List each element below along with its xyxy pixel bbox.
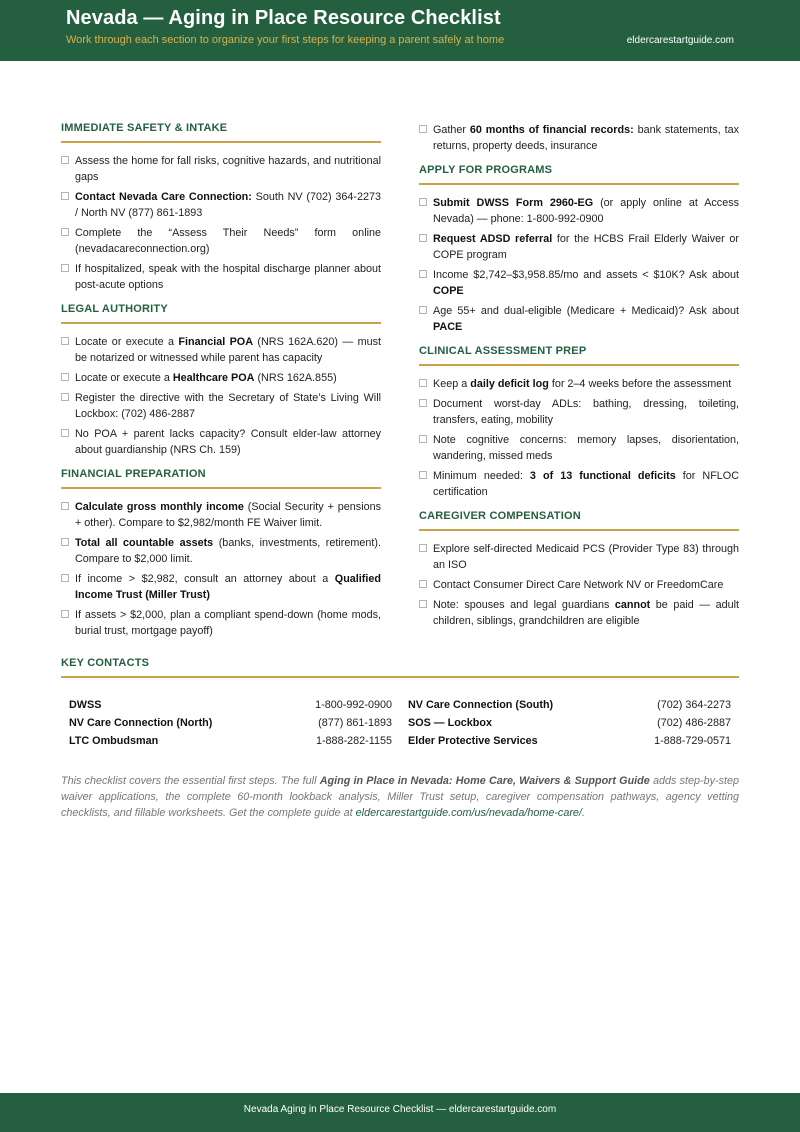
item-text: Keep a xyxy=(433,378,471,390)
checklist xyxy=(61,499,381,639)
checkbox[interactable] xyxy=(419,270,427,278)
key-contacts xyxy=(61,657,739,750)
item-text: If hospitalized, speak with the hospital discharge planner about post-acute options xyxy=(75,263,381,291)
section xyxy=(61,468,381,639)
item-text: Assess the home for fall risks, cognitive hazards, and nutritional gaps xyxy=(75,155,381,183)
checklist-item[interactable] xyxy=(61,607,381,639)
item-emphasis: Submit DWSS Form 2960-EG xyxy=(433,197,594,209)
contact-name: Elder Protective Services xyxy=(408,735,538,747)
footer-text: Nevada Aging in Place Resource Checklist — eldercarestartguide.com xyxy=(243,1104,557,1115)
checklist-item[interactable] xyxy=(419,396,739,428)
item-text: South NV (702) 364-2273 / North NV (877) 861-1893 xyxy=(75,191,381,219)
checklist-item[interactable] xyxy=(419,597,739,629)
item-emphasis: 60 months of financial records: xyxy=(469,124,634,136)
page-title: Nevada — Aging in Place Resource Checklist xyxy=(66,7,501,29)
contact-row xyxy=(69,696,392,714)
checkbox[interactable] xyxy=(419,600,427,608)
checkbox[interactable] xyxy=(61,574,69,582)
checkbox[interactable] xyxy=(419,198,427,206)
checkbox[interactable] xyxy=(419,544,427,552)
contact-grid xyxy=(61,696,739,750)
item-text: (NRS 162A.855) xyxy=(254,372,337,384)
guide-link[interactable]: eldercarestartguide.com/us/nevada/home-care/ xyxy=(355,807,582,819)
item-text: (NRS 162A.620) — must be notarized or witnessed while parent has capacity xyxy=(75,336,381,364)
item-emphasis: COPE xyxy=(433,285,464,297)
item-emphasis: Contact Nevada Care Connection: xyxy=(75,191,252,203)
checkbox[interactable] xyxy=(419,125,427,133)
item-text: Note cognitive concerns: memory lapses, disorientation, wandering, missed meds xyxy=(433,434,739,462)
section xyxy=(61,303,381,458)
contact-phone[interactable]: 1-800-992-0900 xyxy=(315,699,392,711)
item-text: for the HCBS Frail Elderly Waiver or COPE program xyxy=(433,233,739,261)
item-text: Minimum needed: xyxy=(433,470,530,482)
item-emphasis: Calculate gross monthly income xyxy=(75,501,244,513)
item-emphasis: PACE xyxy=(433,321,463,333)
checkbox[interactable] xyxy=(419,471,427,479)
checklist-item[interactable] xyxy=(419,303,739,335)
contact-phone[interactable]: 1-888-282-1155 xyxy=(315,735,392,747)
checklist-item[interactable] xyxy=(61,189,381,221)
checkbox[interactable] xyxy=(61,610,69,618)
checklist-item[interactable] xyxy=(419,432,739,464)
checklist xyxy=(419,541,739,629)
header-site-link[interactable]: eldercarestartguide.com xyxy=(626,35,734,46)
checkbox[interactable] xyxy=(61,373,69,381)
checkbox[interactable] xyxy=(419,306,427,314)
guide-note xyxy=(61,773,739,821)
checkbox[interactable] xyxy=(419,379,427,387)
item-text: Document worst-day ADLs: bathing, dressing, toileting, transfers, eating, mobility xyxy=(433,398,739,426)
checklist-item[interactable] xyxy=(61,225,381,257)
checklist xyxy=(419,122,739,154)
note-text: This checklist covers the essential first steps. The full xyxy=(61,775,320,787)
checkbox[interactable] xyxy=(419,580,427,588)
section xyxy=(61,122,381,293)
item-text: (or apply online at Access Nevada) — phone: 1-800-992-0900 xyxy=(433,197,740,225)
checklist-item[interactable] xyxy=(419,231,739,263)
item-text: No POA + parent lacks capacity? Consult elder-law attorney about guardianship (NRS Ch. 159) xyxy=(75,428,381,456)
item-text: for 2–4 weeks before the assessment xyxy=(548,378,732,390)
section-title: CAREGIVER COMPENSATION xyxy=(419,510,739,531)
contact-row xyxy=(408,696,731,714)
checklist-item[interactable] xyxy=(61,334,381,366)
section-title: APPLY FOR PROGRAMS xyxy=(419,164,739,185)
section xyxy=(419,122,739,154)
checklist xyxy=(61,153,381,293)
checklist-item[interactable] xyxy=(61,370,381,386)
checklist-item[interactable] xyxy=(419,376,739,392)
item-text: for NFLOC certification xyxy=(433,470,739,498)
checklist-item[interactable] xyxy=(61,571,381,603)
item-emphasis: Total all countable assets xyxy=(75,537,214,549)
checklist xyxy=(419,195,739,335)
guide-title: Aging in Place in Nevada: Home Care, Waivers & Support Guide xyxy=(319,775,650,787)
section-title: LEGAL AUTHORITY xyxy=(61,303,381,324)
item-text: Note: spouses and legal guardians xyxy=(433,599,615,611)
contact-column-right xyxy=(408,696,731,750)
checklist xyxy=(61,334,381,458)
checklist-item[interactable] xyxy=(61,390,381,422)
item-emphasis: daily deficit log xyxy=(470,378,549,390)
item-text: bank statements, tax returns, property deeds, insurance xyxy=(433,124,740,152)
item-text: Contact Consumer Direct Care Network NV or FreedomCare xyxy=(433,579,724,591)
contact-name: LTC Ombudsman xyxy=(69,735,159,747)
contact-row xyxy=(69,714,392,732)
section-title: KEY CONTACTS xyxy=(61,657,739,678)
checkbox[interactable] xyxy=(61,264,69,272)
item-text: (Social Security + pensions + other). Compare to $2,982/month FE Waiver limit. xyxy=(75,501,381,529)
page-footer xyxy=(0,1093,800,1132)
checkbox[interactable] xyxy=(419,435,427,443)
item-text: Explore self-directed Medicaid PCS (Provider Type 83) through an ISO xyxy=(433,543,739,571)
contact-phone[interactable]: (877) 861-1893 xyxy=(318,717,392,729)
checkbox[interactable] xyxy=(419,234,427,242)
right-column xyxy=(419,122,739,639)
checklist-item[interactable] xyxy=(419,267,739,299)
contact-phone[interactable]: (702) 486-2887 xyxy=(657,717,731,729)
checklist-item[interactable] xyxy=(419,577,739,593)
item-text: Gather xyxy=(433,124,470,136)
contact-row xyxy=(408,714,731,732)
checklist-item[interactable] xyxy=(419,468,739,500)
contact-name: NV Care Connection (North) xyxy=(69,717,213,729)
note-text: . xyxy=(581,807,585,819)
checklist-item[interactable] xyxy=(61,261,381,293)
contact-column-left xyxy=(69,696,392,750)
checkbox[interactable] xyxy=(61,502,69,510)
section-title: IMMEDIATE SAFETY & INTAKE xyxy=(61,122,381,143)
item-emphasis: 3 of 13 functional deficits xyxy=(529,470,676,482)
checkbox[interactable] xyxy=(61,228,69,236)
item-text: Income $2,742–$3,958.85/mo and assets < $10K? Ask about xyxy=(433,269,739,281)
checklist-item[interactable] xyxy=(61,426,381,458)
left-column xyxy=(61,122,381,649)
section-title: CLINICAL ASSESSMENT PREP xyxy=(419,345,739,366)
checklist-item[interactable] xyxy=(61,153,381,185)
contact-row xyxy=(69,732,392,750)
item-emphasis: Healthcare POA xyxy=(172,372,255,384)
item-emphasis: Financial POA xyxy=(178,336,253,348)
section xyxy=(419,510,739,629)
item-text: If income > $2,982, consult an attorney about a xyxy=(75,573,335,585)
checkbox[interactable] xyxy=(61,192,69,200)
item-text: Locate or execute a xyxy=(75,372,173,384)
item-emphasis: Request ADSD referral xyxy=(433,233,553,245)
page-header xyxy=(0,0,800,61)
checkbox[interactable] xyxy=(61,393,69,401)
section xyxy=(419,345,739,500)
item-text: Age 55+ and dual-eligible (Medicare + Medicaid)? Ask about xyxy=(433,305,739,317)
section-title: FINANCIAL PREPARATION xyxy=(61,468,381,489)
checklist-item[interactable] xyxy=(61,499,381,531)
item-emphasis: cannot xyxy=(614,599,651,611)
contact-name: SOS — Lockbox xyxy=(408,717,492,729)
checkbox[interactable] xyxy=(61,538,69,546)
checkbox[interactable] xyxy=(61,156,69,164)
note-text: adds step-by-step waiver applications, the complete 60-month lookback analysis, Miller Trust setup, caregiver compensation pathways, agency vetting checklists, and fillable worksheets. Get the complete guide at xyxy=(61,775,740,819)
item-text: (banks, investments, retirement). Compare to $2,000 limit. xyxy=(75,537,381,565)
checklist xyxy=(419,376,739,500)
item-text: If assets > $2,000, plan a compliant spend-down (home mods, burial trust, mortgage payoff) xyxy=(75,609,381,637)
checkbox[interactable] xyxy=(61,337,69,345)
item-text: Locate or execute a xyxy=(75,336,179,348)
section xyxy=(419,164,739,335)
page-subtitle: Work through each section to organize your first steps for keeping a parent safely at home xyxy=(66,34,505,46)
item-text: Register the directive with the Secretary of State’s Living Will Lockbox: (702) 486-2887 xyxy=(75,392,381,420)
checklist-item[interactable] xyxy=(419,541,739,573)
checkbox[interactable] xyxy=(419,399,427,407)
item-emphasis: Qualified Income Trust (Miller Trust) xyxy=(75,573,381,601)
contact-row xyxy=(408,732,731,750)
checkbox[interactable] xyxy=(61,429,69,437)
contact-phone[interactable]: 1-888-729-0571 xyxy=(654,735,731,747)
contact-name: NV Care Connection (South) xyxy=(408,699,554,711)
checklist-item[interactable] xyxy=(419,122,739,154)
checklist-item[interactable] xyxy=(419,195,739,227)
contact-name: DWSS xyxy=(69,699,102,711)
contact-phone[interactable]: (702) 364-2273 xyxy=(657,699,731,711)
item-text: Complete the “Assess Their Needs” form online (nevadacareconnection.org) xyxy=(75,227,381,255)
item-text: be paid — adult children, siblings, grandchildren are eligible xyxy=(433,599,740,627)
checklist-item[interactable] xyxy=(61,535,381,567)
